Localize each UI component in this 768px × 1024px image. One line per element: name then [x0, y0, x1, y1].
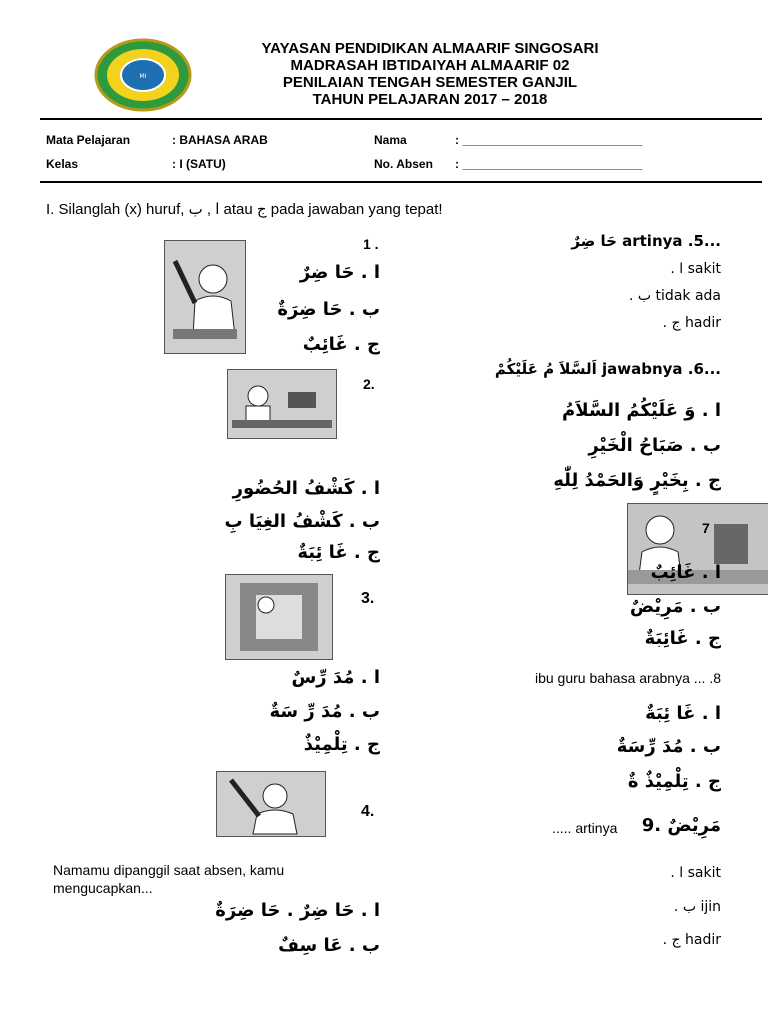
q1-option-a[interactable]: ا . حَا ضِرٌ	[299, 262, 380, 283]
subject-value: : BAHASA ARAB	[172, 133, 268, 147]
q2-option-a[interactable]: ا . كَشْفُ الحُضُورِ	[232, 478, 380, 499]
q1-option-b[interactable]: ب . حَا ضِرَةٌ	[277, 299, 380, 320]
q6-option-c[interactable]: ج . بِخَيْرٍ وَالحَمْدُ لِلّٰهِ	[553, 470, 721, 491]
q8-option-c[interactable]: ج . تِلْمِيْذٌ ةٌ	[627, 771, 721, 792]
q6-option-b[interactable]: ب . صَبَاحُ الْخَيْرِ	[588, 435, 721, 456]
divider-bottom	[40, 181, 762, 183]
q5-option-a[interactable]: sakit ا .	[670, 261, 721, 277]
q4-option-b[interactable]: ب . عَا سِفٌ	[278, 935, 380, 956]
svg-text:MI: MI	[139, 73, 147, 80]
school-logo	[94, 38, 192, 112]
name-field[interactable]: : ___________________________	[455, 133, 643, 147]
girl-raising-hand-image	[216, 771, 326, 837]
q9-option-b[interactable]: ijin ب .	[673, 899, 721, 915]
q5-option-c[interactable]: hadir ج .	[662, 315, 721, 331]
q4-text-line-2: mengucapkan...	[53, 880, 153, 896]
q2-option-c[interactable]: ج . غَا ئِبَةٌ	[297, 542, 380, 563]
q7-number: 7	[702, 520, 710, 536]
absen-field[interactable]: : ___________________________	[455, 157, 643, 171]
q4-number: 4.	[361, 803, 375, 820]
q1-option-c[interactable]: ج . غَائِبٌ	[302, 334, 380, 355]
q3-option-b[interactable]: ب . مُدَ رِّ سَةٌ	[269, 701, 380, 722]
q4-text-line-1: Namamu dipanggil saat absen, kamu	[53, 862, 285, 878]
q8-option-a[interactable]: ا . غَا ئِبَةٌ	[645, 703, 721, 724]
q7-option-c[interactable]: ج . غَائِبَةٌ	[644, 628, 721, 649]
class-value: : I (SATU)	[172, 157, 226, 171]
q5-option-b[interactable]: tidak ada ب .	[629, 288, 721, 304]
q9-option-a[interactable]: sakit ا .	[670, 865, 721, 881]
header-line-1: YAYASAN PENDIDIKAN ALMAARIF SINGOSARI	[261, 40, 599, 57]
q3-option-c[interactable]: ج . تِلْمِيْذٌ	[303, 734, 380, 755]
q3-number: 3.	[361, 590, 375, 607]
q6-option-a[interactable]: ا . وَ عَلَيْكُمُ السَّلاَمُ	[562, 400, 721, 421]
student-raising-hand-image	[164, 240, 246, 354]
q5-stem: ...artinya .5 حَا ضِرٌ	[571, 232, 721, 250]
q9-option-c[interactable]: hadir ج .	[662, 932, 721, 948]
q9-stem-latin: ..... artinya	[552, 820, 618, 836]
q7-option-a[interactable]: ا . غَائِبٌ	[650, 562, 721, 583]
q9-stem-arabic: مَرِيْضٌ .9	[641, 815, 721, 836]
q8-stem: ibu guru bahasa arabnya ... .8	[534, 670, 721, 686]
name-label: Nama	[374, 133, 407, 147]
q8-option-b[interactable]: ب . مُدَ رِّسَةٌ	[616, 736, 721, 757]
q6-stem: ...jawabnya .6 اَلسَّلاَ مُ عَلَيْكُمْ	[494, 360, 721, 378]
q3-option-a[interactable]: ا . مُدَ رِّسٌ	[291, 667, 380, 688]
subject-label: Mata Pelajaran	[46, 133, 131, 147]
header-line-2: MADRASAH IBTIDAIYAH ALMAARIF 02	[290, 57, 570, 74]
teacher-image	[225, 574, 333, 660]
q2-number: 2.	[363, 376, 375, 392]
q2-option-b[interactable]: ب . كَشْفُ الغِيَا بِ	[224, 511, 380, 532]
absen-label: No. Absen	[374, 157, 433, 171]
q7-option-b[interactable]: ب . مَرِيْضٌ	[629, 596, 721, 617]
q4-option-a[interactable]: ا . حَا ضِرٌ . حَا ضِرَةٌ	[215, 900, 380, 921]
header-line-3: PENILAIAN TENGAH SEMESTER GANJIL	[282, 74, 578, 91]
class-label: Kelas	[46, 157, 79, 171]
instruction: I. Silanglah (x) huruf, ا , ب atau ج pada jawaban yang tepat!	[46, 201, 443, 218]
header-line-4: TAHUN PELAJARAN 2017 – 2018	[312, 91, 548, 108]
attendance-list-image	[227, 369, 337, 439]
divider-top	[40, 118, 762, 120]
q1-number: 1 .	[363, 236, 379, 252]
